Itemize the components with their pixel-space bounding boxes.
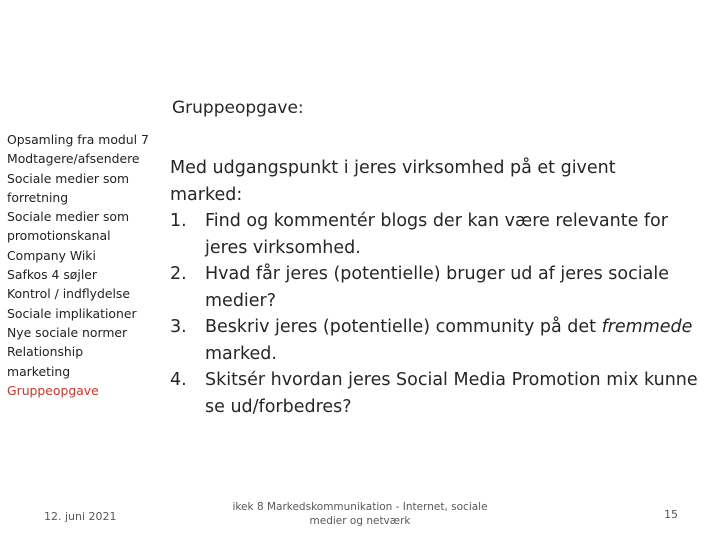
sidebar-item-kontrol: Kontrol / indflydelse xyxy=(7,286,131,302)
sidebar-item-forretning: Sociale medier som forretning xyxy=(7,170,130,205)
footer-date: 12. juni 2021 xyxy=(44,510,117,523)
sidebar-item-relationship: Relationship marketing xyxy=(7,344,84,379)
sidebar-item-promotionskanal: Sociale medier som promotionskanal xyxy=(7,209,130,244)
sidebar-item-normer: Nye sociale normer xyxy=(7,324,128,340)
sidebar-agenda xyxy=(7,130,167,400)
task-text: Hvad får jeres (potentielle) bruger ud af jeres sociale medier? xyxy=(205,264,669,311)
task-list xyxy=(170,208,715,420)
task-item xyxy=(170,208,715,261)
task-item xyxy=(170,367,715,420)
task-intro: Med udgangspunkt i jeres virksomhed på et givent marked: xyxy=(170,158,616,205)
task-text: Skitsér hvordan jeres Social Media Promotion mix kunne se ud/forbedres? xyxy=(205,370,698,417)
task-number: 1. xyxy=(170,211,187,231)
sidebar-item-company-wiki: Company Wiki xyxy=(7,247,96,263)
sidebar-item-gruppeopgave: Gruppeopgave xyxy=(7,382,99,398)
task-content xyxy=(170,155,715,420)
task-number: 4. xyxy=(170,370,187,390)
task-number: 3. xyxy=(170,317,187,337)
task-text-after: marked. xyxy=(205,343,277,364)
slide-title: Gruppeopgave: xyxy=(172,98,304,118)
sidebar-item-opsamling: Opsamling fra modul 7 xyxy=(7,132,149,147)
sidebar-item-safkos: Safkos 4 søjler xyxy=(7,267,97,283)
sidebar-item-modtagere: Modtagere/afsendere xyxy=(7,151,140,167)
footer-course: ikek 8 Markedskommunikation - Internet, sociale medier og netværk xyxy=(232,501,488,527)
task-item xyxy=(170,261,715,314)
task-item xyxy=(170,314,715,367)
task-text-emphasis: fremmede xyxy=(601,317,693,337)
task-text-before: Beskriv jeres (potentielle) community på det xyxy=(205,317,602,337)
task-number: 2. xyxy=(170,264,187,284)
task-text xyxy=(205,317,692,364)
page-number: 15 xyxy=(664,508,678,521)
task-text: Find og kommentér blogs der kan være relevante for jeres virksomhed. xyxy=(205,211,668,258)
sidebar-item-implikationer: Sociale implikationer xyxy=(7,305,137,321)
